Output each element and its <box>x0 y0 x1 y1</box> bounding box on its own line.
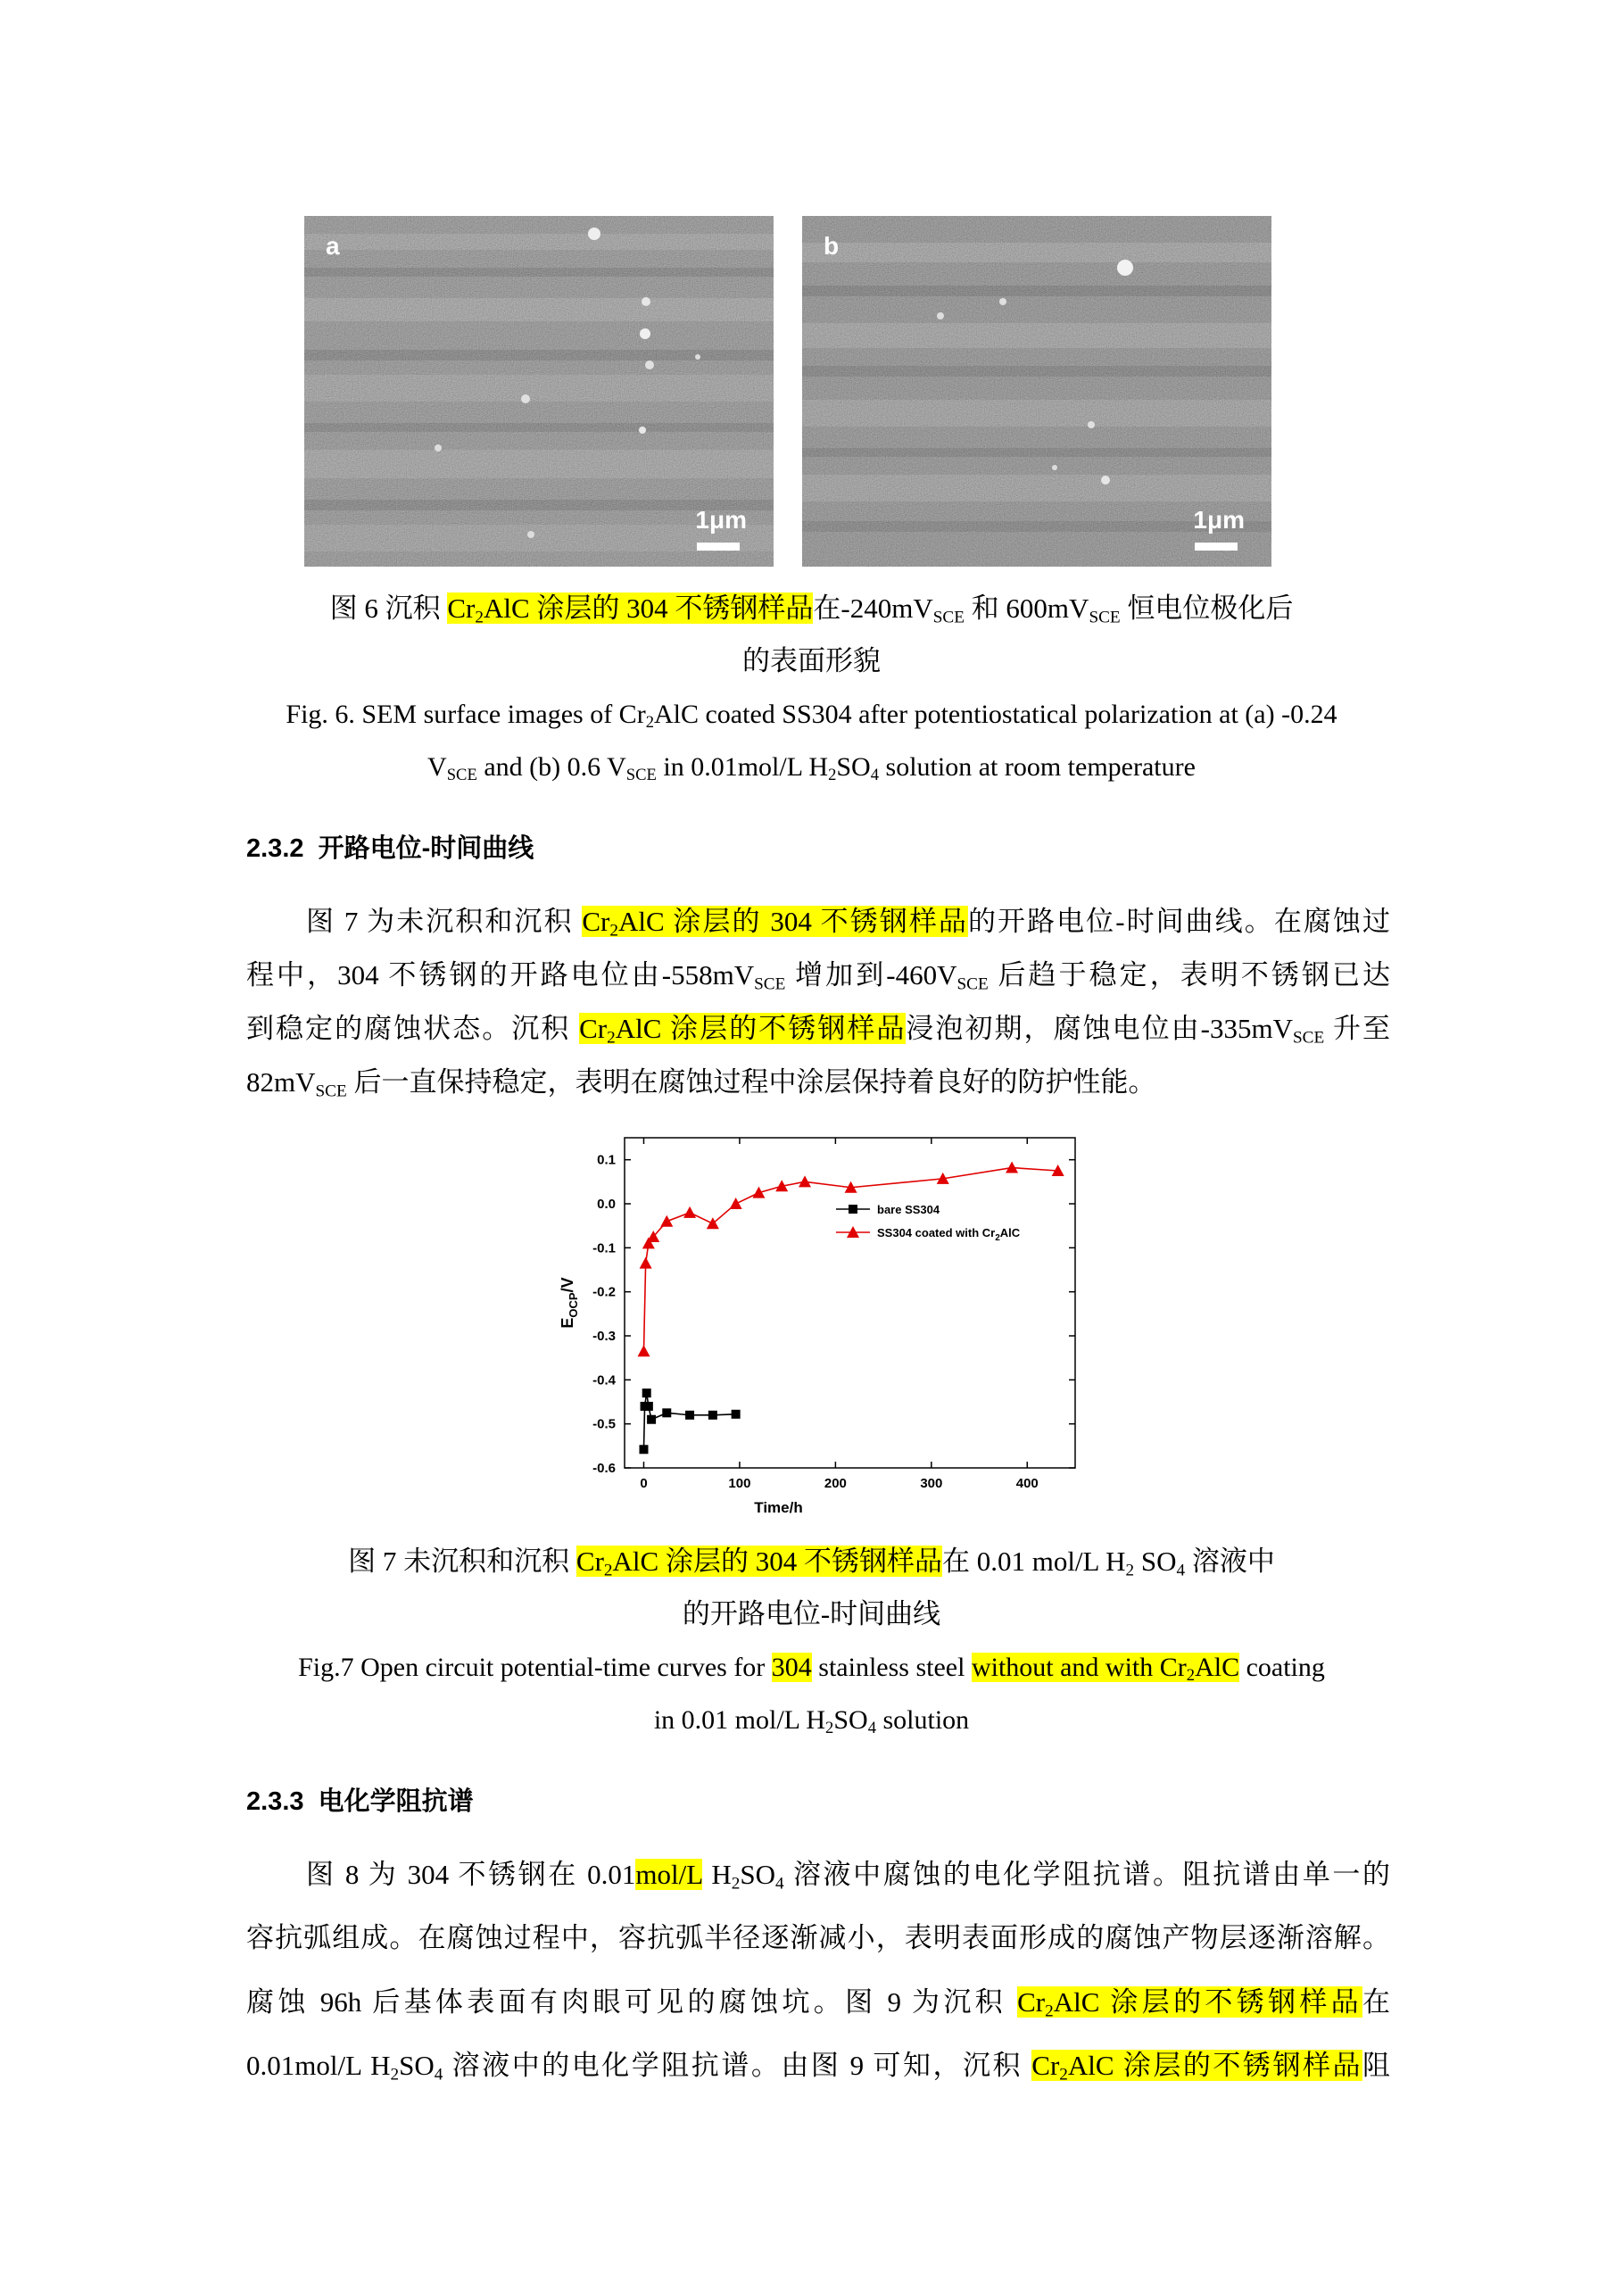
para2-line1: 图 8 为 304 不锈钢在 0.01mol/L $H_2SO_4$ 溶液中腐蚀的电化学阻抗谱。阻抗谱由单一的 <box>306 1859 1391 1894</box>
figure7-caption-zh-line2: 的开路电位-时间曲线 <box>682 1598 941 1629</box>
x-tick-label: 100 <box>728 1476 751 1491</box>
para1-line3: 到稳定的腐蚀状态。沉积 $Cr_2AlC$ 涂层的不锈钢样品浸泡初期，腐蚀电位由$-335mV_{SCE}$ 升至 <box>246 1013 1391 1048</box>
data-point-s1 <box>799 1175 811 1187</box>
data-point-s1 <box>683 1206 696 1218</box>
section-heading-2-3-2: 2.3.2 开路电位-时间曲线 <box>246 834 534 863</box>
ocp-time-chart <box>535 1124 1089 1526</box>
data-point-s0 <box>647 1415 656 1424</box>
data-point-s0 <box>662 1408 671 1417</box>
figure6-caption-en-line2: $V_{SCE}$ and (b) 0.6 $V_{SCE}$ in 0.01mol/L $H_2SO_4$ solution at room temperature <box>427 752 1196 785</box>
x-tick-label: 400 <box>1015 1476 1039 1491</box>
para2-line3: 腐蚀 96h 后基体表面有肉眼可见的腐蚀坑。图 9 为沉积 $Cr_2AlC$ 涂层的不锈钢样品在 <box>246 1986 1390 2021</box>
scale-bar-a <box>697 543 740 551</box>
y-tick-label: 0.0 <box>597 1197 616 1212</box>
legend-marker-0 <box>849 1205 857 1214</box>
sem-image-a <box>304 216 774 567</box>
para1-line4: $82mV_{SCE}$ 后一直保持稳定，表明在腐蚀过程中涂层保持着良好的防护性能。 <box>246 1066 1156 1101</box>
data-point-s1 <box>1006 1162 1018 1173</box>
data-point-s0 <box>708 1411 717 1420</box>
data-point-s0 <box>639 1445 648 1454</box>
data-point-s1 <box>730 1198 742 1209</box>
y-axis-label: $E_{OCP}/V$ <box>559 1277 580 1329</box>
series-line-0 <box>643 1393 735 1449</box>
y-tick-label: 0.1 <box>597 1152 616 1168</box>
data-point-s0 <box>685 1411 694 1420</box>
x-tick-label: 200 <box>824 1476 847 1491</box>
para1-line2: 程中，304 不锈钢的开路电位由$-558mV_{SCE}$ 增加到$-460V_{SCE}$ 后趋于稳定，表明不锈钢已达 <box>246 959 1391 994</box>
x-tick-label: 300 <box>920 1476 943 1491</box>
scale-label-b: 1μm <box>1193 506 1245 534</box>
data-point-s1 <box>660 1215 673 1227</box>
data-point-s0 <box>732 1410 741 1419</box>
legend-label-1: SS304 coated with $Cr_2AlC$ <box>877 1226 1021 1243</box>
y-tick-label: -0.6 <box>592 1461 616 1476</box>
data-point-s1 <box>637 1345 650 1356</box>
x-tick-label: 0 <box>640 1476 648 1491</box>
section-heading-2-3-3: 2.3.3 电化学阻抗谱 <box>246 1787 474 1816</box>
data-point-s1 <box>640 1257 652 1269</box>
figure6-caption-en-line1: Fig. 6. SEM surface images of $Cr_2AlC$ coated SS304 after potentiostatical polarization at (a) -0.24 <box>286 700 1337 733</box>
y-tick-label: -0.4 <box>592 1372 616 1388</box>
series-line-1 <box>643 1168 1057 1352</box>
para2-line2: 容抗弧组成。在腐蚀过程中，容抗弧半径逐渐减小，表明表面形成的腐蚀产物层逐渐溶解。 <box>246 1922 1390 1953</box>
y-tick-label: -0.3 <box>592 1329 616 1344</box>
panel-label-a: a <box>326 232 340 260</box>
y-tick-label: -0.2 <box>592 1284 616 1300</box>
figure6-caption-zh-line2: 的表面形貌 <box>742 645 881 676</box>
figure7-caption-en-line1: Fig.7 Open circuit potential-time curves for 304 stainless steel without and with $Cr_2AlC$ coating <box>298 1653 1325 1686</box>
scale-label-a: 1μm <box>695 506 747 534</box>
x-axis-label: Time/h <box>754 1499 803 1516</box>
y-tick-label: -0.5 <box>592 1416 616 1432</box>
scale-bar-b <box>1195 543 1238 551</box>
sem-image-b <box>802 216 1271 567</box>
legend-label-0: bare SS304 <box>877 1203 940 1216</box>
figure6-caption-zh-line1: 图 6 沉积 $Cr_2AlC$ 涂层的 304 不锈钢样品在$-240mV_{SCE}$ 和 $600mV_{SCE}$ 恒电位极化后 <box>329 593 1294 627</box>
figure7-caption-zh-line1: 图 7 未沉积和沉积 $Cr_2AlC$ 涂层的 304 不锈钢样品在 0.01 mol/L $H_2$ $SO_4$ 溶液中 <box>348 1546 1275 1580</box>
data-point-s0 <box>642 1388 651 1397</box>
panel-label-b: b <box>824 232 840 260</box>
data-point-s0 <box>644 1402 653 1411</box>
data-point-s1 <box>752 1187 765 1198</box>
figure7-caption-en-line2: in 0.01 mol/L $H_2SO_4$ solution <box>653 1705 970 1738</box>
para1-line1: 图 7 为未沉积和沉积 $Cr_2AlC$ 涂层的 304 不锈钢样品的开路电位-时间曲线。在腐蚀过 <box>306 906 1390 941</box>
y-tick-label: -0.1 <box>592 1240 616 1256</box>
para2-line4: 0.01mol/L $H_2SO_4$ 溶液中的电化学阻抗谱。由图 9 可知，沉积 $Cr_2AlC$ 涂层的不锈钢样品阻 <box>246 2050 1390 2085</box>
